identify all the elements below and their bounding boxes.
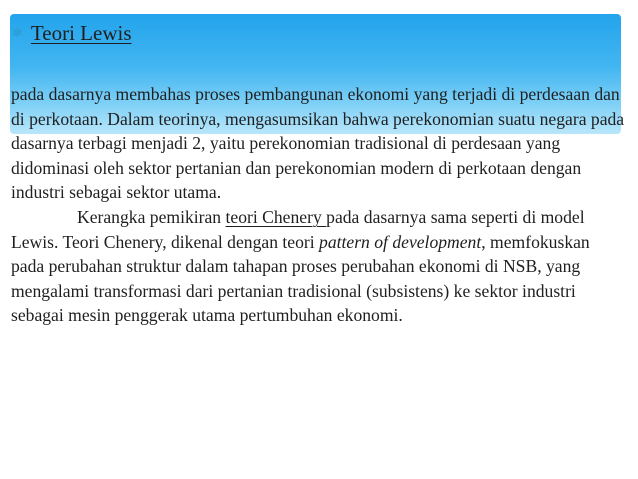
title-row (12, 18, 132, 48)
paragraph-chenery (11, 205, 626, 328)
pattern-of-development-term: pattern of development (319, 231, 482, 252)
slide-title-link[interactable]: Teori Lewis (30, 20, 132, 45)
paragraph-chenery-text-3: , memfokuskan pada perubahan struktur dalam tahapan proses perubahan ekonomi di NSB, yang mengalami transformasi dari pertanian tradisional (subsistens) ke sektor industri sebagai mesin penggerak utama pertumbuhan ekonomi. (11, 231, 590, 326)
paragraph-lewis: pada dasarnya membahas proses pembangunan ekonomi yang terjadi di perdesaan dan di perkotaan. Dalam teorinya, mengasumsikan bahwa perekonomian suatu negara pada dasarnya terbagi menjadi 2, yaitu perekonomian tradisional di perdesaan yang didominasi oleh sektor pertanian dan perekonomian modern di perkotaan dengan industri sebagai sektor utama. (11, 84, 625, 203)
teori-chenery-link[interactable]: teori Chenery (225, 206, 327, 227)
slide-content (11, 82, 626, 328)
asterisk-bullet-icon: ✱ (12, 25, 23, 41)
paragraph-chenery-text-1: Kerangka pemikiran (77, 206, 226, 227)
paragraph-chenery-text-2: pada dasarnya sama seperti di model Lewis. Teori Chenery, dikenal dengan teori (11, 206, 585, 252)
